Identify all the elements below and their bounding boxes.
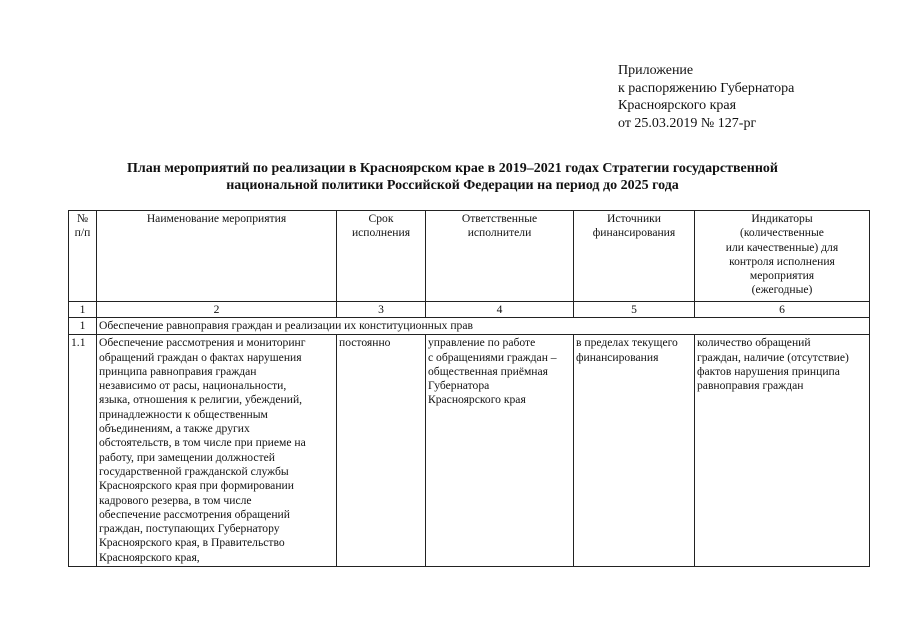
appendix-order: к распоряжению Губернатора <box>618 80 795 96</box>
cell-line: фактов нарушения принципа <box>697 364 840 378</box>
cell-line: № <box>76 212 89 225</box>
cell-line: языка, отношения к религии, убеждений, <box>99 393 303 407</box>
appendix-region: Красноярского края <box>618 98 737 113</box>
document-title <box>0 160 905 194</box>
cell-line: граждан, поступающих Губернатору <box>99 522 280 536</box>
cell-line: количество обращений <box>697 336 811 350</box>
plan-table <box>68 210 870 567</box>
row-executors <box>426 335 574 567</box>
cell-line: Губернатора <box>428 379 490 393</box>
header-number <box>69 211 97 302</box>
column-number: 6 <box>695 302 870 318</box>
cell-line: Красноярского края, в Правительство <box>99 536 285 550</box>
cell-line: (ежегодные) <box>751 283 813 297</box>
cell-line: управление по работе <box>428 336 536 350</box>
cell-line: независимо от расы, национальности, <box>99 379 287 393</box>
cell-line: п/п <box>74 226 91 240</box>
cell-line: в пределах текущего <box>576 336 678 350</box>
cell-line: или качественные) для <box>725 240 839 254</box>
document-title-line-1: План мероприятий по реализации в Красноярском крае в 2019–2021 годах Стратегии государственной <box>127 161 778 176</box>
cell-line: работу, при замещении должностей <box>99 450 275 464</box>
appendix-title: Приложение <box>618 63 694 78</box>
header-funding <box>574 211 695 302</box>
cell-line: кадрового резерва, в том числе <box>99 493 252 507</box>
cell-line: обращений граждан о фактах нарушения <box>99 350 302 364</box>
column-number: 1 <box>69 302 97 318</box>
document-title-line-2: национальной политики Российской Федерации на период до 2025 года <box>226 178 679 193</box>
cell-line: Красноярского края, <box>99 550 200 564</box>
row-indicators <box>695 335 870 567</box>
row-measure-name <box>97 335 337 567</box>
cell-line: Ответственные <box>461 212 538 225</box>
header-term <box>337 211 426 302</box>
cell-line: принадлежности к общественным <box>99 407 268 421</box>
cell-line: финансирования <box>592 226 676 240</box>
cell-line: Красноярского края <box>428 393 526 407</box>
cell-line: принципа равноправия граждан <box>99 364 257 378</box>
cell-line: объединениям, а также других <box>99 422 250 436</box>
section-row <box>69 318 870 335</box>
row-funding <box>574 335 695 567</box>
cell-line: Обеспечение рассмотрения и мониторинг <box>99 336 306 350</box>
cell-line: обстоятельств, в том числе при приеме на <box>99 436 306 450</box>
header-executors <box>426 211 574 302</box>
cell-line: исполнители <box>467 226 532 240</box>
section-number: 1 <box>69 318 97 335</box>
cell-line: исполнения <box>351 226 411 240</box>
cell-line: Красноярского края при формировании <box>99 479 294 493</box>
header-name <box>97 211 337 302</box>
cell-line: равноправия граждан <box>697 379 804 393</box>
cell-line: Наименование мероприятия <box>146 212 287 225</box>
appendix-header <box>618 62 794 132</box>
appendix-date: от 25.03.2019 № 127-рг <box>618 115 757 131</box>
cell-line: государственной гражданской службы <box>99 464 289 478</box>
cell-line: постоянно <box>339 336 391 350</box>
table-header-row <box>69 211 870 302</box>
header-indicators <box>695 211 870 302</box>
column-number: 2 <box>97 302 337 318</box>
cell-line: Источники <box>606 212 661 225</box>
cell-line: обеспечение рассмотрения обращений <box>99 507 290 521</box>
column-number: 5 <box>574 302 695 318</box>
section-title: Обеспечение равноправия граждан и реализации их конституционных прав <box>97 318 870 335</box>
row-term <box>337 335 426 567</box>
row-number: 1.1 <box>69 335 97 567</box>
cell-line: Срок <box>368 212 394 225</box>
cell-line: общественная приёмная <box>428 364 548 378</box>
cell-line: контроля исполнения <box>729 254 835 268</box>
cell-line: (количественные <box>740 226 824 240</box>
cell-line: мероприятия <box>749 269 815 283</box>
column-number-row <box>69 302 870 318</box>
table-row <box>69 335 870 567</box>
column-number: 4 <box>426 302 574 318</box>
cell-line: граждан, наличие (отсутствие) <box>697 350 849 364</box>
cell-line: с обращениями граждан – <box>428 350 557 364</box>
cell-line: Индикаторы <box>751 212 813 225</box>
cell-line: финансирования <box>576 350 659 364</box>
column-number: 3 <box>337 302 426 318</box>
